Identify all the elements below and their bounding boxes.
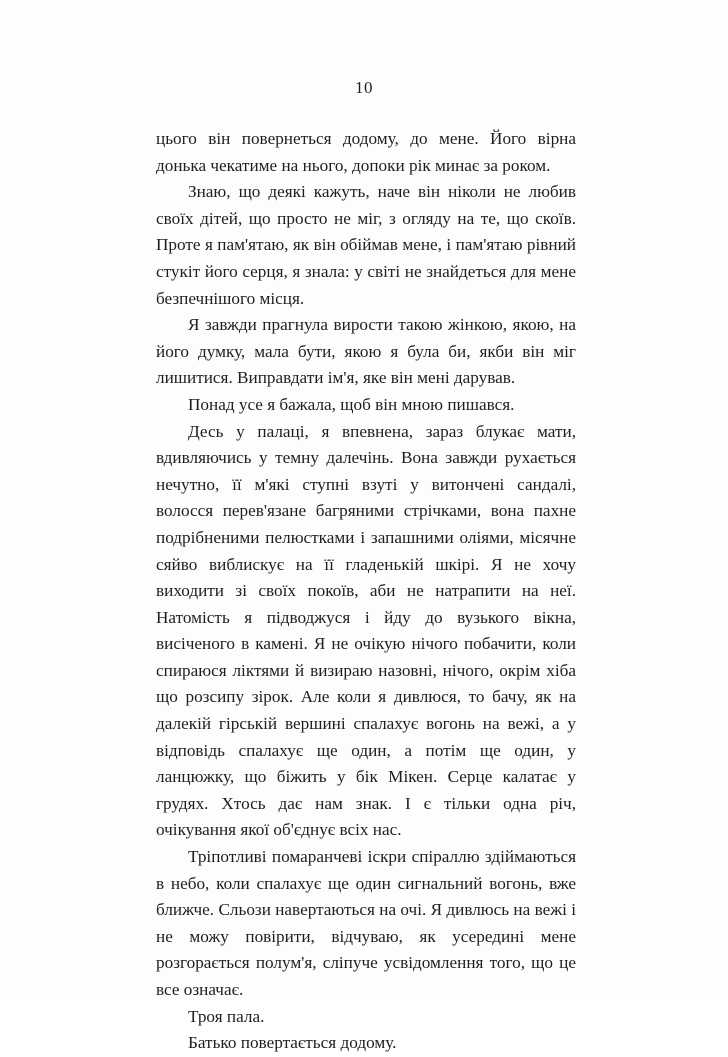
paragraph: Троя пала. [188, 1006, 265, 1026]
paragraph: Я завжди прагнула вирости такою жінкою, якою, на його думку, мала бути, якою я була би, якби він міг лишитися. Виправдати ім'я, яке він мені дарував. [156, 315, 576, 388]
paragraph: Тріпотливі помаранчеві іскри спіраллю здіймаються в небо, коли спалахує ще один сигнальний вогонь, вже ближче. Сльози навертаються на очі. Я дивлюсь на вежі і не можу повірити, відчуваю, як усередині мене розгорається полум'я, сліпуче усвідомлення того, що це все означає. [156, 847, 576, 999]
paragraph: Знаю, що деякі кажуть, наче він ніколи не любив своїх дітей, що просто не міг, з огляду на те, що скоїв. Проте я пам'ятаю, як він обіймав мене, і пам'ятаю рівний стукіт його серця, я знала: у світі не знайдеться для мене безпечнішого місця. [156, 182, 576, 308]
paragraph: Батько повертається додому. [188, 1033, 397, 1053]
page-number: 10 [355, 78, 373, 97]
body-text [156, 126, 576, 1057]
paragraph: Понад усе я бажала, щоб він мною пишався. [188, 394, 515, 414]
paragraph: Десь у палаці, я впевнена, зараз блукає мати, вдивляючись у темну далечінь. Вона завжди рухається нечутно, її м'які ступні взуті у витончені сандалі, волосся перев'язане багряними стрічками, вона пахне подрібненими пелюстками і запашними оліями, місячне сяйво виблискує на її гладенькій шкірі. Я не хочу виходити зі своїх покоїв, аби не натрапити на неї. Натомість я підводжуся і йду до вузького вікна, висіченого в камені. Я не очікую нічого побачити, коли спираюся ліктями й визираю назовні, нічого, окрім хіба що розсипу зірок. Але коли я дивлюся, то бачу, як на далекій гірській вершині спалахує вогонь на вежі, а у відповідь спалахує ще один, а потім ще один, у ланцюжку, що біжить у бік Мікен. Серце калатає у грудях. Хтось дає нам знак. І є тільки одна річ, очікування якої об'єднує всіх нас. [156, 421, 576, 840]
paragraph: цього він повернеться додому, до мене. Його вірна донька чекатиме на нього, допоки рік минає за роком. [156, 129, 576, 175]
